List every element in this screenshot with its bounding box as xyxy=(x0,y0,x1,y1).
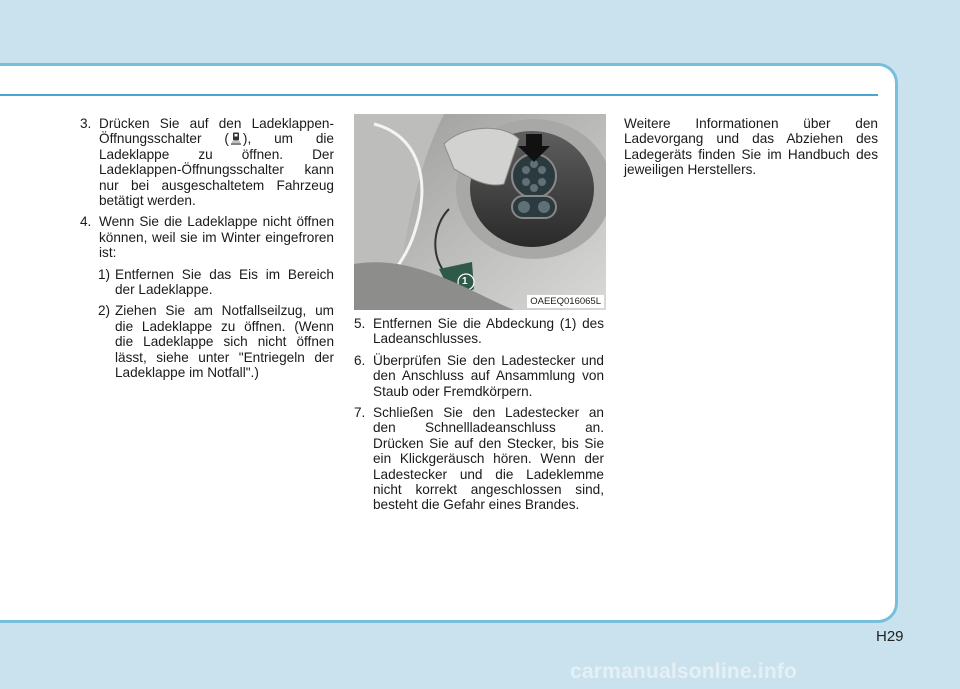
substep-text: Entfernen Sie das Eis im Bereich der Ladeklappe. xyxy=(115,266,334,298)
charge-door-switch-icon xyxy=(230,132,242,145)
figure-code: OAEEQ016065L xyxy=(527,295,604,308)
page-number: H29 xyxy=(876,628,904,645)
step-text: Wenn Sie die Ladeklappe nicht öffnen können, weil sie im Winter eingefroren ist: xyxy=(99,214,334,261)
step-text: Entfernen Sie die Abdeckung (1) des Ladeanschlusses. xyxy=(373,316,604,347)
info-paragraph: Weitere Informationen über den Ladevorgang und das Abziehen des Ladegeräts finden Sie im Handbuch des jeweiligen Herstellers. xyxy=(624,116,878,178)
callout-label: 1 xyxy=(462,276,468,287)
substep-number: 1) xyxy=(98,266,111,282)
charging-port-drawing xyxy=(354,114,606,310)
step-7 xyxy=(354,405,604,513)
step-text xyxy=(80,116,334,208)
step-5 xyxy=(354,316,604,347)
column-right xyxy=(624,116,878,178)
step-text-part: Drücken Sie auf den Ladeklappen-Öffnungsschalter ( xyxy=(99,116,334,147)
watermark: carmanualsonline.info xyxy=(570,660,798,683)
step-text-part: ), um die Ladeklappe zu öffnen. Der Ladeklappen-Öffnungsschalter kann nur bei ausgeschaltetem Fahrzeug betätigt werden. xyxy=(99,131,334,209)
step-6 xyxy=(354,353,604,399)
column-left xyxy=(80,116,334,387)
step-3 xyxy=(80,116,334,208)
substep-number: 2) xyxy=(98,303,111,319)
substep-2 xyxy=(98,303,334,380)
step-4 xyxy=(80,214,334,260)
step-text: Überprüfen Sie den Ladestecker und den Anschluss auf Ansammlung von Staub oder Fremdkörpern. xyxy=(373,352,604,399)
substep-text: Ziehen Sie am Notfallseilzug, um die Ladeklappe zu öffnen. (Wenn die Ladeklappe sich nicht öffnen lässt, siehe unter "Entriegeln der Ladeklappe im Notfall".) xyxy=(115,303,334,381)
step-number: 5. xyxy=(354,316,366,331)
column-middle xyxy=(354,316,604,519)
step-number: 3. xyxy=(80,116,92,131)
step-number: 4. xyxy=(80,214,92,230)
substep-1 xyxy=(98,267,334,298)
charging-port-illustration xyxy=(354,114,606,310)
step-text: Schließen Sie den Ladestecker an den Schnellladeanschluss an. Drücken Sie auf den Stecker, bis Sie ein Klickgeräusch hören. Wenn der Ladestecker und die Ladeklemme nicht korrekt angeschlossen sind, besteht die Gefahr eines Brandes. xyxy=(373,405,604,513)
header-rule xyxy=(0,94,878,96)
step-number: 6. xyxy=(354,352,366,368)
step-number: 7. xyxy=(354,405,366,421)
